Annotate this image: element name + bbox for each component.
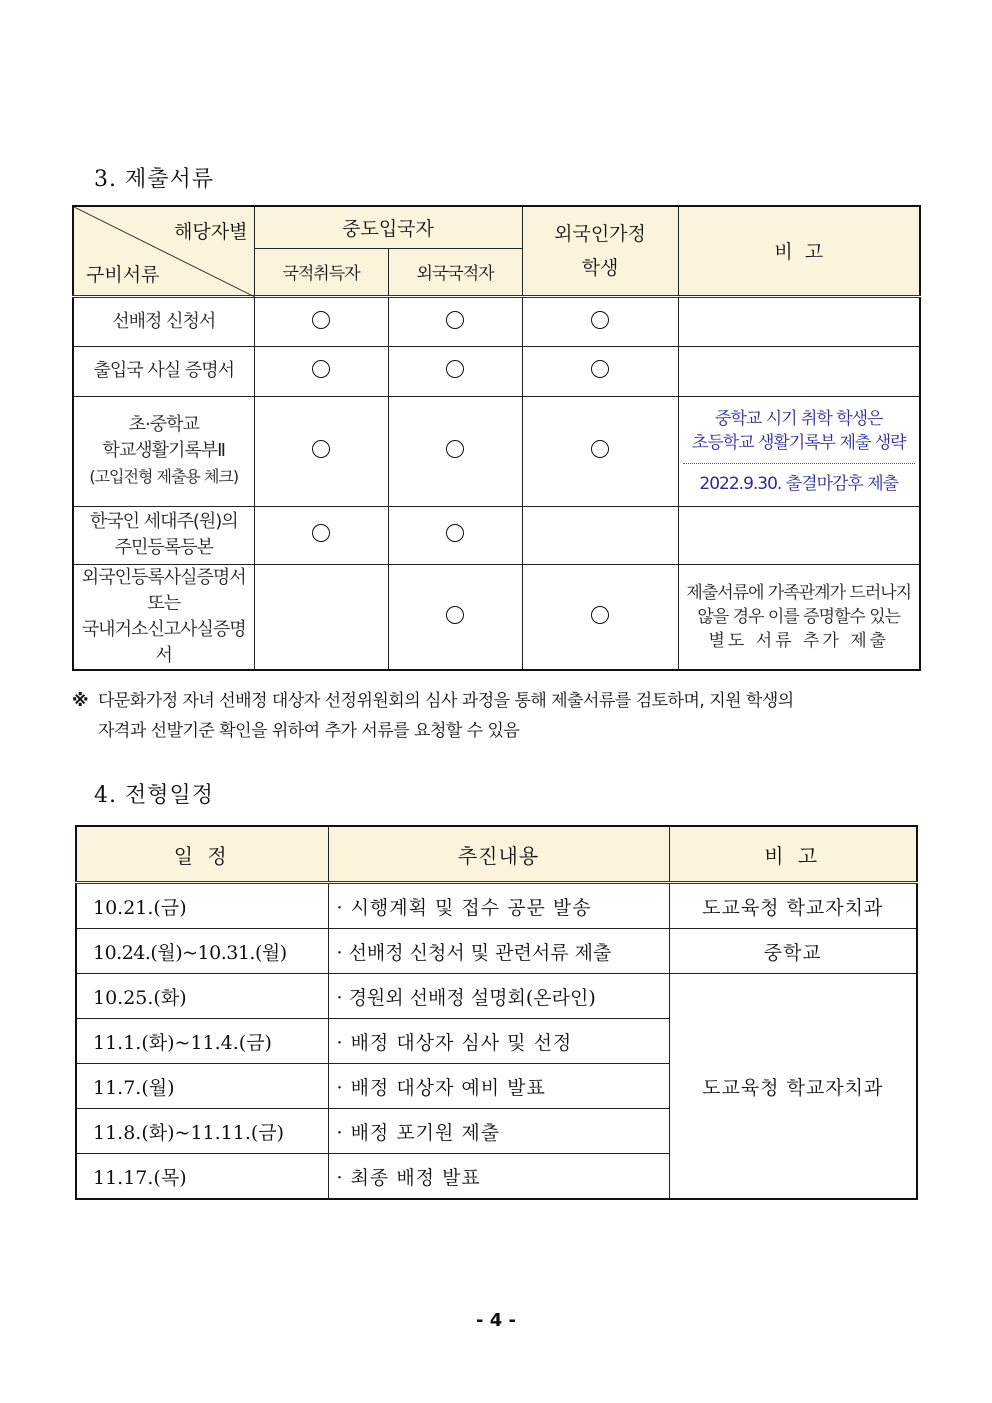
header-midentry-group: 중도입국자	[254, 206, 522, 248]
schedule-content: · 최종 배정 발표	[328, 1154, 669, 1200]
remark-line: 별도 서류 추가 제출	[708, 630, 890, 651]
remark-line: 않을 경우 이를 증명할수 있는	[697, 606, 901, 627]
schedule-date: 10.24.(월)~10.31.(월)	[76, 929, 328, 974]
check-cell	[522, 564, 678, 670]
table-row	[76, 929, 917, 974]
schedule-content: · 시행계획 및 접수 공문 발송	[328, 883, 669, 929]
header-content: 추진내용	[328, 826, 669, 883]
table-row	[73, 396, 920, 506]
footnote-line2: 자격과 선발기준 확인을 위하여 추가 서류를 요청할 수 있음	[98, 721, 520, 741]
check-cell	[254, 506, 388, 564]
circle-icon	[591, 311, 609, 329]
row-label: 선배정 신청서	[73, 296, 254, 346]
schedule-merged-remark: 도교육청 학교자치과	[669, 974, 917, 1200]
remark-cell	[678, 396, 920, 506]
circle-icon	[591, 360, 609, 378]
schedule-date: 10.21.(금)	[76, 883, 328, 929]
remark-note-top	[679, 403, 920, 463]
header-target-label: 해당자별	[174, 221, 248, 243]
remark-cell	[678, 346, 920, 396]
row-label: 출입국 사실 증명서	[73, 346, 254, 396]
check-cell	[388, 346, 522, 396]
table-row	[73, 346, 920, 396]
row-label-line: 외국인등록사실증명서	[81, 566, 246, 588]
table-row	[76, 974, 917, 1019]
header-date: 일 정	[76, 826, 328, 883]
header-foreign-family-line2: 학생	[581, 256, 619, 279]
check-cell	[388, 296, 522, 346]
header-foreign-family-line1: 외국인가정	[554, 222, 646, 245]
row-label	[73, 396, 254, 506]
header-foreign-nationality: 외국국적자	[388, 248, 522, 296]
check-cell	[388, 396, 522, 506]
circle-icon	[591, 606, 609, 624]
schedule-remark: 중학교	[669, 929, 917, 974]
schedule-content: · 배정 포기원 제출	[328, 1109, 669, 1154]
remark-cell	[678, 506, 920, 564]
reference-mark-icon: ※	[72, 691, 89, 711]
circle-icon	[446, 606, 464, 624]
schedule-date: 10.25.(화)	[76, 974, 328, 1019]
schedule-content: · 선배정 신청서 및 관련서류 제출	[328, 929, 669, 974]
check-cell	[388, 564, 522, 670]
diagonal-header-cell	[73, 206, 254, 296]
check-cell	[388, 506, 522, 564]
circle-icon	[446, 524, 464, 542]
schedule-date: 11.8.(화)~11.11.(금)	[76, 1109, 328, 1154]
circle-icon	[312, 311, 330, 329]
table-row	[73, 506, 920, 564]
remark-note-bottom: 2022.9.30. 출결마감후 제출	[699, 473, 899, 494]
circle-icon	[591, 440, 609, 458]
remark-cell	[678, 564, 920, 670]
row-label-line: 국내거소신고사실증명서	[81, 618, 246, 666]
row-label-line: 초·중학교	[128, 414, 199, 435]
circle-icon	[312, 524, 330, 542]
row-label-line: 학교생활기록부Ⅱ	[102, 440, 226, 461]
remark-line: 중학교 시기 취학 학생은	[715, 408, 883, 429]
header-nationality-acquired: 국적취득자	[254, 248, 388, 296]
schedule-content: · 경원외 선배정 설명회(온라인)	[328, 974, 669, 1019]
schedule-date: 11.1.(화)~11.4.(금)	[76, 1019, 328, 1064]
check-cell	[254, 564, 388, 670]
section3-title: 3. 제출서류	[94, 167, 214, 192]
remark-line: 초등학교 생활기록부 제출 생략	[691, 432, 906, 453]
check-cell	[522, 396, 678, 506]
page-number: - 4 -	[476, 1310, 516, 1331]
circle-icon	[446, 311, 464, 329]
check-cell	[522, 506, 678, 564]
table-row	[76, 883, 917, 929]
check-cell	[522, 346, 678, 396]
header-foreign-family	[522, 206, 678, 296]
section4-title: 4. 전형일정	[94, 783, 214, 808]
schedule-remark: 도교육청 학교자치과	[669, 883, 917, 929]
row-label-line: 한국인 세대주(원)의	[89, 511, 238, 532]
check-cell	[522, 296, 678, 346]
header-remark: 비 고	[678, 206, 920, 296]
footnote-line1: 다문화가정 자녀 선배정 대상자 선정위원회의 심사 과정을 통해 제출서류를 검토하며, 지원 학생의	[98, 691, 794, 711]
check-cell	[254, 396, 388, 506]
row-label	[73, 564, 254, 670]
header-remark: 비 고	[669, 826, 917, 883]
table-row	[73, 296, 920, 346]
row-label-line: (고입전형 제출용 체크)	[89, 467, 239, 486]
circle-icon	[446, 440, 464, 458]
row-label-line: 또는	[147, 592, 181, 614]
documents-table	[72, 205, 921, 671]
schedule-content: · 배정 대상자 예비 발표	[328, 1064, 669, 1109]
table-row	[73, 564, 920, 670]
schedule-content: · 배정 대상자 심사 및 선정	[328, 1019, 669, 1064]
circle-icon	[446, 360, 464, 378]
schedule-table	[75, 825, 918, 1200]
check-cell	[254, 346, 388, 396]
remark-line: 제출서류에 가족관계가 드러나지	[686, 582, 912, 603]
row-label-line: 주민등록등본	[114, 537, 213, 558]
circle-icon	[312, 440, 330, 458]
schedule-header-row	[76, 826, 917, 883]
header-docs-label: 구비서류	[86, 263, 160, 286]
schedule-date: 11.17.(목)	[76, 1154, 328, 1200]
row-label	[73, 506, 254, 564]
footnote	[72, 686, 922, 746]
schedule-date: 11.7.(월)	[76, 1064, 328, 1109]
circle-icon	[312, 360, 330, 378]
remark-cell	[678, 296, 920, 346]
check-cell	[254, 296, 388, 346]
